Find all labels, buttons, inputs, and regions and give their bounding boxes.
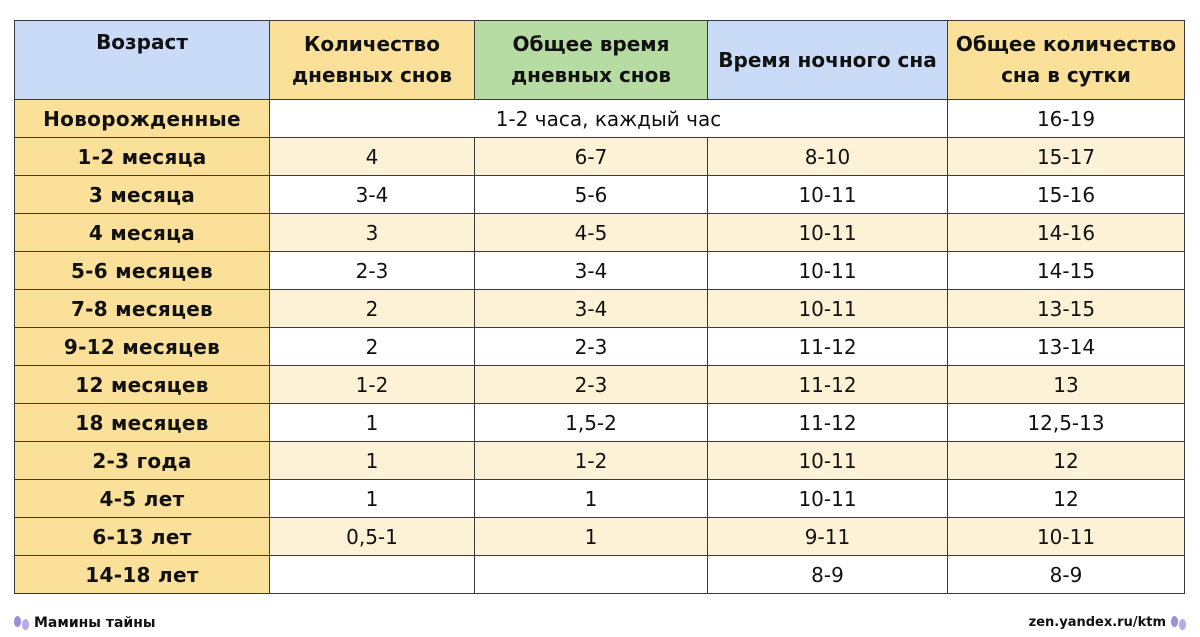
night-sleep-cell: 10-11 [708, 214, 948, 252]
table-row [15, 176, 1185, 214]
daytime-sleep-cell: 3-4 [475, 290, 708, 328]
night-sleep-cell: 10-11 [708, 176, 948, 214]
total-sleep-cell: 16-19 [948, 100, 1185, 138]
nap-count-cell: 3-4 [270, 176, 475, 214]
night-sleep-cell: 11-12 [708, 366, 948, 404]
age-cell: 4-5 лет [15, 480, 270, 518]
age-cell: 2-3 года [15, 442, 270, 480]
table-row [15, 556, 1185, 594]
table-row [15, 328, 1185, 366]
total-sleep-cell: 14-15 [948, 252, 1185, 290]
age-cell: 1-2 месяца [15, 138, 270, 176]
header-night-sleep: Время ночного сна [708, 21, 948, 100]
age-cell: 3 месяца [15, 176, 270, 214]
table-row [15, 518, 1185, 556]
daytime-sleep-cell: 2-3 [475, 366, 708, 404]
nap-count-cell: 1 [270, 404, 475, 442]
night-sleep-cell: 10-11 [708, 480, 948, 518]
nap-count-cell: 2-3 [270, 252, 475, 290]
brand-label: Мамины тайны [34, 615, 156, 631]
daytime-sleep-cell: 1 [475, 480, 708, 518]
sleep-norms-table [14, 20, 1185, 594]
age-cell: 14-18 лет [15, 556, 270, 594]
header-row [15, 21, 1185, 100]
sleep-norms-table-container [14, 20, 1184, 594]
footer-source [1029, 615, 1186, 630]
source-link[interactable]: zen.yandex.ru/ktm [1028, 615, 1166, 630]
age-cell: 12 месяцев [15, 366, 270, 404]
age-cell: 18 месяцев [15, 404, 270, 442]
table-row [15, 404, 1185, 442]
merged-daytime-cell: 1-2 часа, каждый час [270, 100, 948, 138]
table-row [15, 138, 1185, 176]
total-sleep-cell: 10-11 [948, 518, 1185, 556]
table-row [15, 252, 1185, 290]
daytime-sleep-cell: 1 [475, 518, 708, 556]
header-daytime-sleep: Общее время дневных снов [475, 21, 708, 100]
table-row [15, 290, 1185, 328]
nap-count-cell: 1 [270, 442, 475, 480]
total-sleep-cell: 15-16 [948, 176, 1185, 214]
nap-count-cell: 3 [270, 214, 475, 252]
daytime-sleep-cell: 1,5-2 [475, 404, 708, 442]
night-sleep-cell: 9-11 [708, 518, 948, 556]
total-sleep-cell: 13-14 [948, 328, 1185, 366]
total-sleep-cell: 12 [948, 480, 1185, 518]
total-sleep-cell: 12,5-13 [948, 404, 1185, 442]
daytime-sleep-cell: 6-7 [475, 138, 708, 176]
total-sleep-cell: 12 [948, 442, 1185, 480]
daytime-sleep-cell: 4-5 [475, 214, 708, 252]
footprints-icon [14, 616, 29, 630]
table-row [15, 366, 1185, 404]
table-row [15, 214, 1185, 252]
age-cell: 4 месяца [15, 214, 270, 252]
total-sleep-cell: 14-16 [948, 214, 1185, 252]
header-nap-count: Количество дневных снов [270, 21, 475, 100]
footer-brand [14, 615, 156, 631]
nap-count-cell: 2 [270, 328, 475, 366]
nap-count-cell: 1-2 [270, 366, 475, 404]
night-sleep-cell: 10-11 [708, 442, 948, 480]
age-cell: 5-6 месяцев [15, 252, 270, 290]
nap-count-cell: 2 [270, 290, 475, 328]
age-cell: Новорожденные [15, 100, 270, 138]
age-cell: 9-12 месяцев [15, 328, 270, 366]
night-sleep-cell: 10-11 [708, 290, 948, 328]
daytime-sleep-cell: 2-3 [475, 328, 708, 366]
total-sleep-cell: 13 [948, 366, 1185, 404]
age-cell: 7-8 месяцев [15, 290, 270, 328]
header-age: Возраст [15, 21, 270, 100]
night-sleep-cell: 8-9 [708, 556, 948, 594]
table-row-newborn [15, 100, 1185, 138]
header-total-sleep: Общее количество сна в сутки [948, 21, 1185, 100]
table-row [15, 480, 1185, 518]
nap-count-cell [270, 556, 475, 594]
nap-count-cell: 4 [270, 138, 475, 176]
footprints-icon [1171, 616, 1186, 630]
nap-count-cell: 1 [270, 480, 475, 518]
night-sleep-cell: 11-12 [708, 328, 948, 366]
total-sleep-cell: 8-9 [948, 556, 1185, 594]
daytime-sleep-cell: 5-6 [475, 176, 708, 214]
total-sleep-cell: 13-15 [948, 290, 1185, 328]
daytime-sleep-cell: 3-4 [475, 252, 708, 290]
daytime-sleep-cell: 1-2 [475, 442, 708, 480]
night-sleep-cell: 10-11 [708, 252, 948, 290]
total-sleep-cell: 15-17 [948, 138, 1185, 176]
night-sleep-cell: 8-10 [708, 138, 948, 176]
age-cell: 6-13 лет [15, 518, 270, 556]
nap-count-cell: 0,5-1 [270, 518, 475, 556]
table-row [15, 442, 1185, 480]
daytime-sleep-cell [475, 556, 708, 594]
night-sleep-cell: 11-12 [708, 404, 948, 442]
